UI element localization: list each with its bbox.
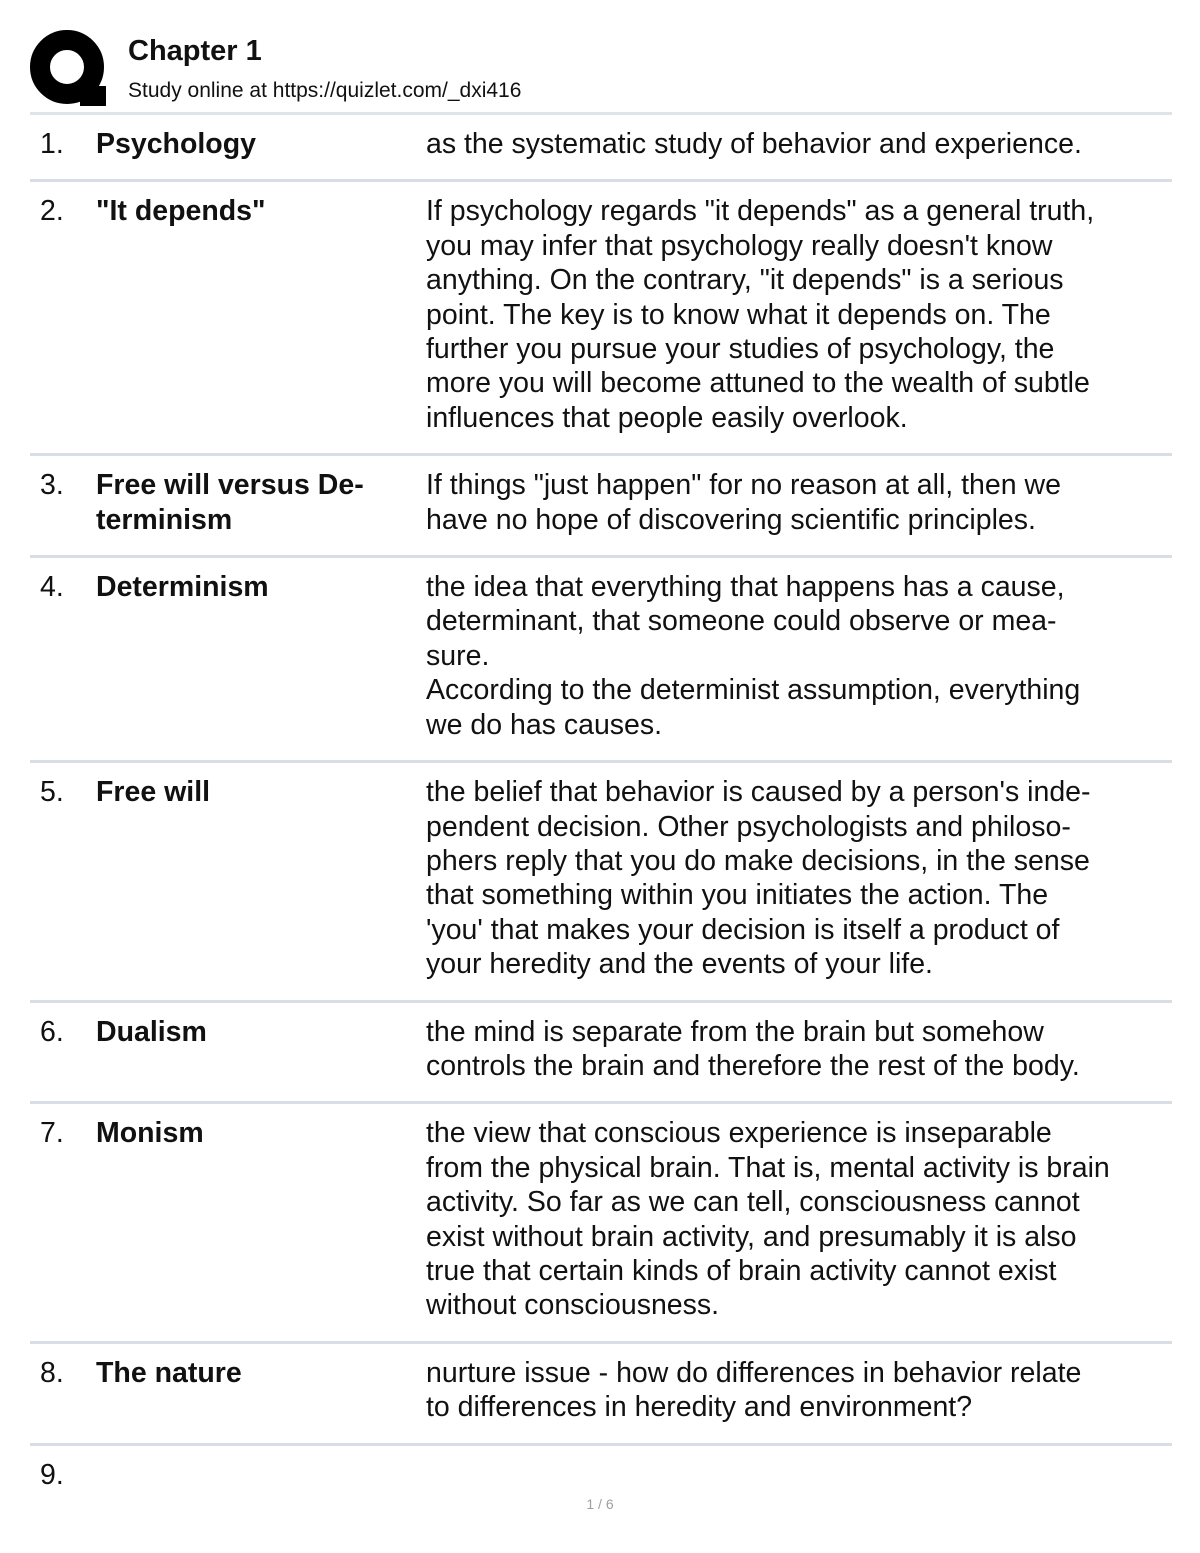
page-title: Chapter 1 — [128, 35, 262, 67]
card-definition: the belief that behavior is caused by a person's inde- pendent decision. Other psychologists and philoso- phers reply that you do make decisions, in the sense that something within you initiates the action. The 'you' that makes your decision is itself a product of your heredity and the events of your life. — [426, 776, 1091, 981]
flashcard-row — [30, 112, 1172, 179]
page-indicator: 1 / 6 — [586, 1496, 614, 1512]
card-number: 5. — [40, 776, 64, 809]
flashcard-row — [30, 760, 1172, 999]
card-term: Free will versus De- terminism — [96, 469, 364, 536]
quizlet-q-logo-icon — [30, 30, 108, 108]
flashcard-row — [30, 453, 1172, 555]
card-definition: the view that conscious experience is inseparable from the physical brain. That is, mental activity is brain activity. So far as we can tell, consciousness cannot exist without brain activity, and presumably it is also true that certain kinds of brain activity cannot exist without consciousness. — [426, 1117, 1110, 1322]
card-term — [96, 1458, 426, 1492]
flashcard-row — [30, 1101, 1172, 1340]
card-term: The nature — [96, 1356, 242, 1389]
card-term: Determinism — [96, 571, 269, 604]
flashcard-list — [30, 112, 1172, 1510]
card-number: 4. — [40, 571, 64, 604]
card-definition: If things "just happen" for no reason at all, then we have no hope of discovering scientific principles. — [426, 469, 1061, 536]
card-term: Dualism — [96, 1015, 207, 1048]
card-number: 9. — [40, 1458, 64, 1491]
card-number: 1. — [40, 128, 64, 160]
card-number: 7. — [40, 1117, 64, 1150]
card-definition: the idea that everything that happens has a cause, determinant, that someone could observe or mea- sure. According to the determinist assumption, everything we do has causes. — [426, 571, 1081, 741]
card-number: 6. — [40, 1015, 64, 1048]
card-term: Free will — [96, 776, 211, 809]
card-definition: If psychology regards "it depends" as a general truth, you may infer that psychology really doesn't know anything. On the contrary, "it depends" is a serious point. The key is to know what it depends on. The further you pursue your studies of psychology, the more you will become attuned to the wealth of subtle influences that people easily overlook. — [426, 195, 1095, 434]
flashcard-row — [30, 555, 1172, 760]
card-number: 8. — [40, 1356, 64, 1389]
card-number: 2. — [40, 195, 64, 228]
flashcard-row — [30, 1341, 1172, 1443]
card-term: Psychology — [96, 128, 256, 160]
page-header — [30, 28, 1172, 112]
card-number: 3. — [40, 469, 64, 502]
flashcard-row — [30, 1000, 1172, 1102]
flashcard-row — [30, 179, 1172, 453]
card-term: Monism — [96, 1117, 204, 1150]
card-definition: as the systematic study of behavior and experience. — [426, 128, 1082, 160]
card-definition: the mind is separate from the brain but somehow controls the brain and therefore the rest of the body. — [426, 1015, 1080, 1082]
card-definition — [426, 1458, 1172, 1492]
study-online-link-text: Study online at https://quizlet.com/_dxi416 — [128, 79, 522, 102]
card-term: "It depends" — [96, 195, 266, 228]
card-definition: nurture issue - how do differences in behavior relate to differences in heredity and environment? — [426, 1356, 1082, 1424]
